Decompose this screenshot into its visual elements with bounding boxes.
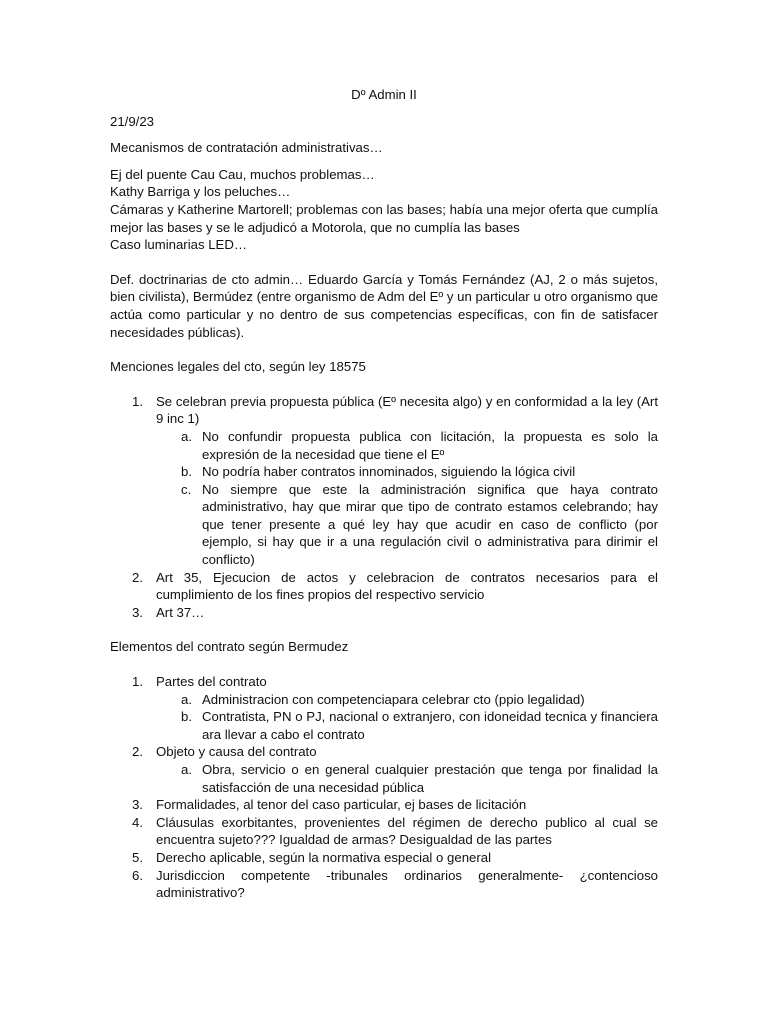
list-number: 1. [132,393,143,409]
list-number: 4. [132,814,143,830]
list-item [110,796,658,814]
example-line: Cámaras y Katherine Martorell; problemas con las bases; había una mejor oferta que cumplía mejor las bases y se le adjudicó a Motorola, que no cumplía las bases [110,201,658,235]
list-item-text: Art 35, Ejecucion de actos y celebracion de contratos necesarios para el cumplimiento de los fines propios del respectivo servicio [156,569,658,603]
list-item [110,849,658,867]
list-item-text: Jurisdiccion competente -tribunales ordinarios generalmente- ¿contencioso administrativo? [156,867,658,901]
sub-list [156,691,658,744]
list-item-text: Cláusulas exorbitantes, provenientes del régimen de derecho publico al cual se encuentra sujeto??? Igualdad de armas? Desigualdad de las partes [156,814,658,848]
list-item [110,673,658,743]
intro-line: Mecanismos de contratación administrativas… [110,140,383,156]
list-item [110,867,658,902]
sub-list-item-text: Administracion con competenciapara celebrar cto (ppio legalidad) [202,691,585,707]
sub-list [156,428,658,569]
sub-list-item [156,761,658,796]
sub-list-item-text: Obra, servicio o en general cualquier prestación que tenga por finalidad la satisfacción de una necesidad pública [202,762,658,795]
list-item [110,604,658,622]
sub-list-letter: b. [181,709,192,725]
list-number: 5. [132,849,143,865]
elements-list [110,673,658,902]
list-number: 2. [132,744,143,760]
sub-list [156,761,658,796]
list-item-text: Art 37… [156,604,205,620]
list-item [110,814,658,849]
document-page [110,86,658,919]
document-date: 21/9/23 [110,113,154,129]
document-title: Dº Admin II [351,87,417,102]
sub-list-item-text: No siempre que este la administración significa que haya contrato administrativo, hay que mirar que tipo de contrato estamos celebrando; hay que tener presente a qué ley hay que acudir en caso de conflicto (por ejemplo, si hay que ir a una regulación civil o administrativa para dirimir el conflicto) [202,481,658,568]
example-line: Kathy Barriga y los peluches… [110,184,291,200]
legal-heading: Menciones legales del cto, según ley 18575 [110,359,366,375]
list-item-text: Objeto y causa del contrato [156,744,317,760]
list-number: 3. [132,797,143,813]
list-item-text: Se celebran previa propuesta pública (Eº necesita algo) y en conformidad a la ley (Art 9 inc 1) [156,393,658,427]
sub-list-item-text: Contratista, PN o PJ, nacional o extranjero, con idoneidad tecnica y financiera ara llevar a cabo el contrato [202,709,658,742]
list-item-text: Formalidades, al tenor del caso particular, ej bases de licitación [156,797,527,813]
list-number: 2. [132,569,143,585]
definition-paragraph: Def. doctrinarias de cto admin… Eduardo García y Tomás Fernández (AJ, 2 o más sujetos, bien civilista), Bermúdez (entre organismo de Adm del Eº y un particular u otro organismo que actúa como particular y no dentro de sus competencias específicas, con fin de satisfacer necesidades públicas). [110,271,658,340]
sub-list-letter: c. [181,481,192,497]
list-number: 3. [132,604,143,620]
sub-list-letter: b. [181,464,192,480]
list-number: 1. [132,674,143,690]
list-item [110,393,658,569]
sub-list-item [156,463,658,481]
sub-list-item [156,428,658,463]
example-line: Caso luminarias LED… [110,237,248,253]
elements-heading: Elementos del contrato según Bermudez [110,639,349,655]
sub-list-item [156,481,658,569]
sub-list-letter: a. [181,691,192,707]
sub-list-letter: a. [181,428,192,444]
legal-list [110,393,658,622]
examples-block [110,166,658,254]
sub-list-letter: a. [181,762,192,777]
sub-list-item [156,708,658,743]
sub-list-item-text: No confundir propuesta publica con licitación, la propuesta es solo la expresión de la necesidad que tiene el Eº [202,428,658,462]
example-line: Ej del puente Cau Cau, muchos problemas… [110,166,375,182]
list-item [110,743,658,796]
list-number: 6. [132,867,143,883]
sub-list-item-text: No podría haber contratos innominados, siguiendo la lógica civil [202,464,576,480]
sub-list-item [156,691,658,709]
list-item-text: Derecho aplicable, según la normativa especial o general [156,849,492,865]
list-item-text: Partes del contrato [156,674,267,690]
list-item [110,569,658,604]
